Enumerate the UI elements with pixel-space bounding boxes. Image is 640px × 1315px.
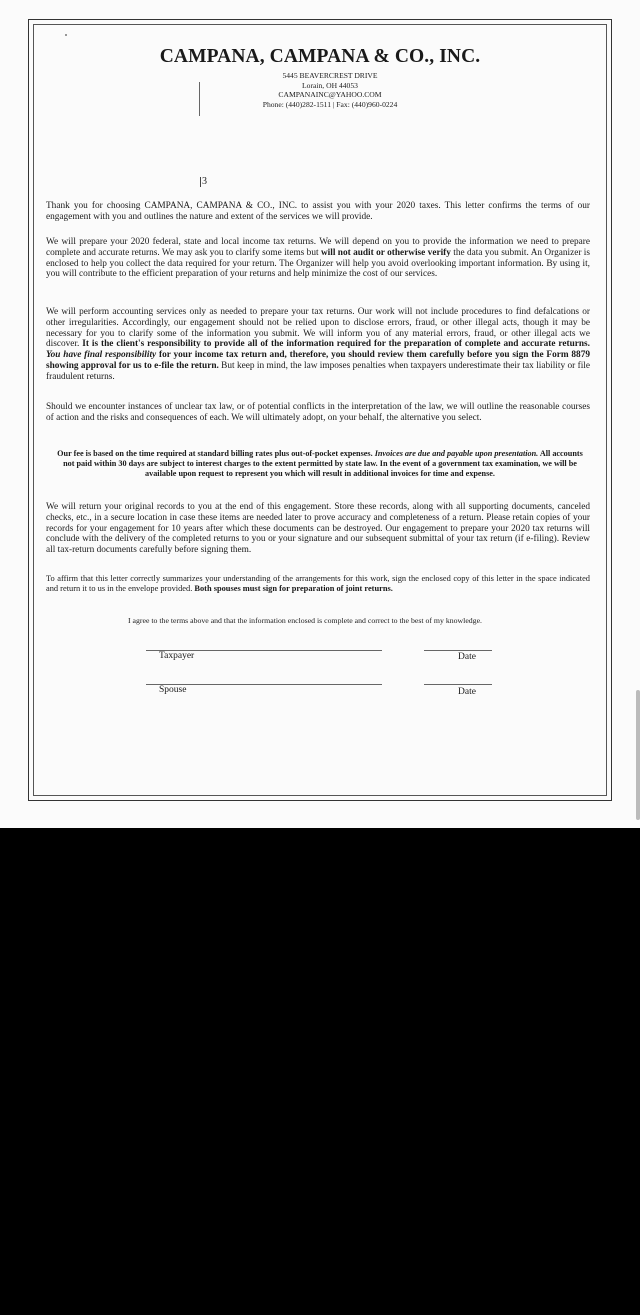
spouse-date-line[interactable] (424, 684, 492, 685)
final-responsibility-italic: You have final responsibility (46, 350, 157, 361)
services-paragraph (46, 237, 590, 280)
taxpayer-date-label: Date (458, 652, 476, 662)
spouse-label: Spouse (159, 685, 187, 695)
responsibility-text-end: But keep in mind, the law imposes penalties when taxpayers underestimate their tax liability or file fraudulent returns. (46, 360, 590, 382)
responsibility-bold: It is the client's responsibility to provide all of the information required for the preparation of complete and accurate returns. (82, 339, 590, 350)
scan-line (199, 82, 200, 116)
taxpayer-label: Taxpayer (159, 651, 195, 661)
taxpayer-date-line[interactable] (424, 650, 492, 651)
page-mark: 3 (202, 176, 207, 187)
fee-text: Our fee is based on the time required at standard billing rates plus out-of-pocket expenses. (57, 449, 375, 458)
intro-paragraph: Thank you for choosing CAMPANA, CAMPANA & CO., INC. to assist you with your 2020 taxes. This letter confirms the terms of our engagement with you and outlines the nature and extent of the services we will provide. (46, 201, 590, 222)
affirm-text: To affirm that this letter correctly summarizes your understanding of the arrangements for this work, sign the enclosed copy of this letter in the space indicated and return it to us in the envelope provided. (46, 574, 590, 593)
responsibility-paragraph (46, 307, 590, 383)
city-address: Lorain, OH 44053 (302, 80, 358, 90)
phone-fax: Phone: (440)282-1511 | Fax: (440)960-0224 (262, 99, 398, 109)
agreement-statement: I agree to the terms above and that the information enclosed is complete and correct to the best of my knowledge. (128, 616, 482, 625)
invoice-italic: Invoices are due and payable upon presentation. (374, 449, 539, 458)
responsibility-text: We will perform accounting services only as needed to prepare your tax returns. Our work will not include procedures to find defalcations or other irregularities. Accordingly, our engagement should not be relied upon to disclose errors, fraud, or other illegal acts, though it may be necessary for you to clarify some of the information you submit. We will inform you of any material errors, fraud, or other illegal acts we discover. (46, 307, 590, 350)
fee-paragraph (52, 449, 588, 479)
fee-text-end: All accounts not paid within 30 days are subject to interest charges to the extent permitted by state law. In the event of a government tax examination, we will be available upon request to represent you which will result in additional invoices for time and expense. (63, 449, 583, 478)
company-address (0, 71, 640, 109)
email-address: CAMPANAINC@YAHOO.COM (278, 90, 382, 100)
company-title: CAMPANA, CAMPANA & CO., INC. (159, 46, 481, 67)
scrollbar[interactable] (636, 690, 640, 820)
services-text-end: the data you submit. An Organizer is enclosed to help you collect the data required for your return. The Organizer will help you avoid overlooking important information. By using it, you will contribute to the efficient preparation of your returns and help minimize the cost of our services. (46, 247, 590, 280)
street-address: 5445 BEAVERCREST DRIVE (282, 71, 378, 80)
affirm-paragraph (46, 574, 590, 594)
services-bold: will not audit or otherwise verify (320, 247, 451, 258)
tax-law-paragraph: Should we encounter instances of unclear tax law, or of potential conflicts in the interpretation of the law, we will outline the reasonable courses of action and the risks and consequences of each. We will ultimately adopt, on your behalf, the alternative you select. (46, 402, 590, 423)
records-paragraph: We will return your original records to you at the end of this engagement. Store these records, along with all supporting documents, canceled checks, etc., in a secure location in case these items are needed later to prove accuracy and completeness of a return. Please retain copies of your records for your engagement for 10 years after which these documents can be destroyed. Our engagement to prepare your 2020 tax returns will conclude with the delivery of the completed returns to you or your signature and our subsequent submittal of your tax return (if e-filing). Review all tax-return documents carefully before signing them. (46, 502, 590, 556)
joint-returns-bold: Both spouses must sign for preparation of joint returns. (194, 584, 393, 593)
speck (65, 34, 67, 36)
form-8879-bold: for your income tax return and, therefore, you should review them carefully before you sign the Form 8879 showing approval for us to e-file the return. (46, 350, 590, 371)
services-text: We will prepare your 2020 federal, state and local income tax returns. We will depend on you to provide the information we need to prepare complete and accurate returns. We may ask you to clarify some items but (46, 237, 590, 258)
spouse-date-label: Date (458, 687, 476, 697)
